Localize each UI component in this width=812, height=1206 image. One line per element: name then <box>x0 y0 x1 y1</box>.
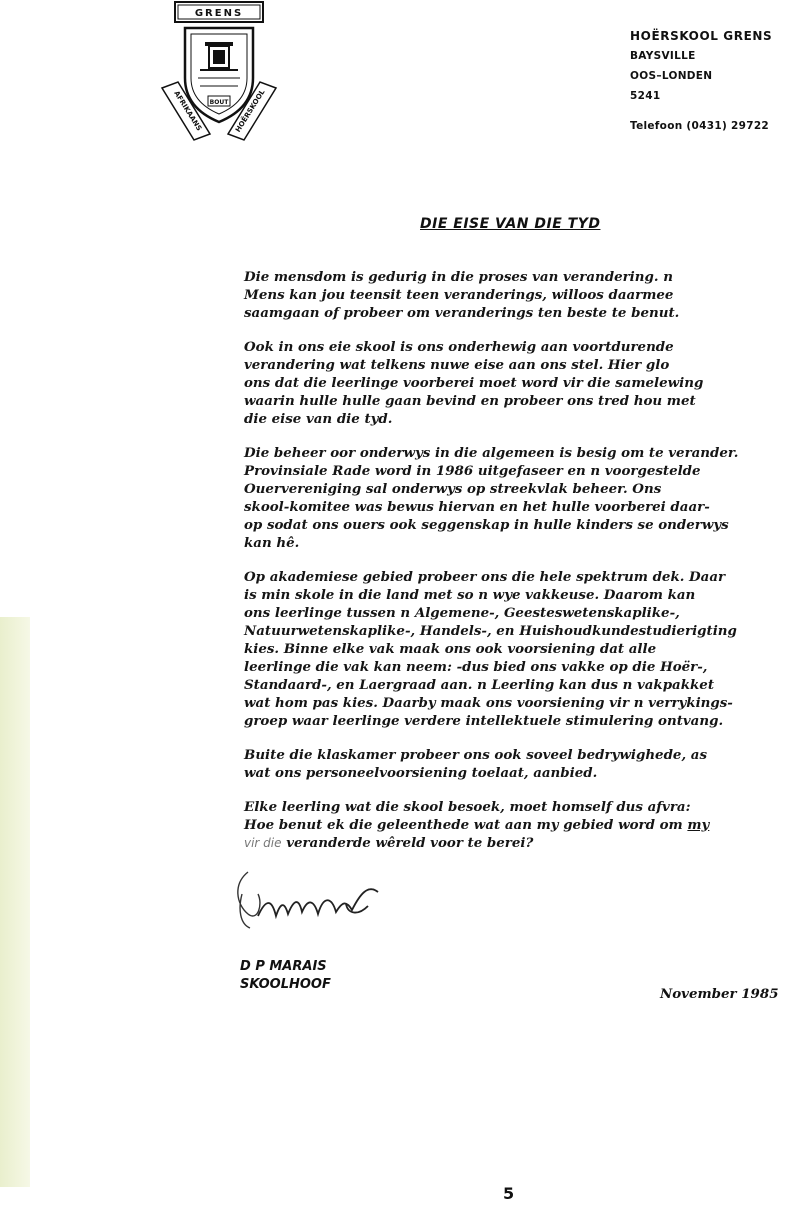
text-line: die eise van die tyd. <box>244 411 393 427</box>
text-line: wat hom pas kies. Daarby maak ons voorsiening vir n verrykings- <box>244 695 733 711</box>
text-line: verandering wat telkens nuwe eise aan ons stel. Hier glo <box>244 357 670 373</box>
paragraph-2 <box>244 338 808 428</box>
crest-left-ribbon-text: AFRIKAANS <box>172 89 204 133</box>
page-edge-strip <box>0 617 30 1187</box>
text-line: Buite die klaskamer probeer ons ook soveel bedrywighede, as <box>244 747 707 763</box>
closing-paragraph <box>244 798 808 852</box>
signer-role: SKOOLHOOF <box>240 977 331 992</box>
paragraph-3 <box>244 444 808 552</box>
text-line: Die mensdom is gedurig in die proses van verandering. n <box>244 269 673 285</box>
text-line: Standaard-, en Laergraad aan. n Leerling kan dus n vakpakket <box>244 677 714 693</box>
address-line-1: BAYSVILLE <box>630 50 696 62</box>
text-line: ons dat die leerlinge voorberei moet word vir die samelewing <box>244 375 704 391</box>
handwritten-insertion: vir die <box>244 836 282 850</box>
underlined-word: my <box>687 817 710 833</box>
signer-name: D P MARAIS <box>240 959 327 974</box>
crest-banner-text: GRENS <box>194 8 244 19</box>
signature-text: DuMarais <box>263 883 363 907</box>
letter-date: November 1985 <box>660 986 779 1002</box>
signer-block <box>240 958 331 994</box>
text-line: Ook in ons eie skool is ons onderhewig aan voortdurende <box>244 339 674 355</box>
text-line: waarin hulle hulle gaan bevind en probeer ons tred hou met <box>244 393 696 409</box>
text-line: kan hê. <box>244 535 300 551</box>
text-line: saamgaan of probeer om veranderings ten beste te benut. <box>244 305 680 321</box>
address-line-2: OOS–LONDEN <box>630 70 713 82</box>
text-line: Hoe benut ek die geleenthede wat aan my gebied word om <box>244 817 688 833</box>
phone-number: Telefoon (0431) 29722 <box>630 120 770 132</box>
text-line: groep waar leerlinge verdere intellektuele stimulering ontvang. <box>244 713 724 729</box>
text-line: ons leerlinge tussen n Algemene-, Geesteswetenskaplike-, <box>244 605 680 621</box>
text-line: is min skole in die land met so n wye vakkeuse. Daarom kan <box>244 587 696 603</box>
crest-motto-text: BOUT <box>209 99 229 106</box>
text-line: veranderde wêreld voor te berei? <box>281 835 534 851</box>
text-line: Die beheer oor onderwys in die algemeen is besig om te verander. <box>244 445 739 461</box>
school-name: HOËRSKOOL GRENS <box>630 29 773 43</box>
text-line: kies. Binne elke vak maak ons ook voorsiening dat alle <box>244 641 657 657</box>
text-line: op sodat ons ouers ook seggenskap in hulle kinders se onderwys <box>244 517 729 533</box>
text-line: Mens kan jou teensit teen veranderings, willoos daarmee <box>244 287 674 303</box>
text-line: Elke leerling wat die skool besoek, moet homself dus afvra: <box>244 799 691 815</box>
letter-title: DIE EISE VAN DIE TYD <box>420 216 601 232</box>
page-number: 5 <box>503 1184 515 1203</box>
handwritten-signature <box>228 864 398 934</box>
paragraph-5 <box>244 746 808 782</box>
text-line: Ouervereniging sal onderwys op streekvlak beheer. Ons <box>244 481 662 497</box>
crest-right-ribbon-text: HOËRSKOOL <box>234 88 267 134</box>
text-line: skool-komitee was bewus hiervan en het hulle voorberei daar- <box>244 499 710 515</box>
paragraph-4 <box>244 568 808 730</box>
letter-body <box>244 268 808 868</box>
paragraph-1 <box>244 268 808 322</box>
text-line: Provinsiale Rade word in 1986 uitgefaseer en n voorgestelde <box>244 463 701 479</box>
text-line: leerlinge die vak kan neem: -dus bied ons vakke op die Hoër-, <box>244 659 708 675</box>
text-line: wat ons personeelvoorsiening toelaat, aanbied. <box>244 765 598 781</box>
letterhead-address <box>630 26 772 136</box>
school-crest-logo <box>160 0 278 142</box>
text-line: Natuurwetenskaplike-, Handels-, en Huishoudkundestudierigting <box>244 623 737 639</box>
text-line: Op akademiese gebied probeer ons die hele spektrum dek. Daar <box>244 569 726 585</box>
address-line-3: 5241 <box>630 90 661 102</box>
